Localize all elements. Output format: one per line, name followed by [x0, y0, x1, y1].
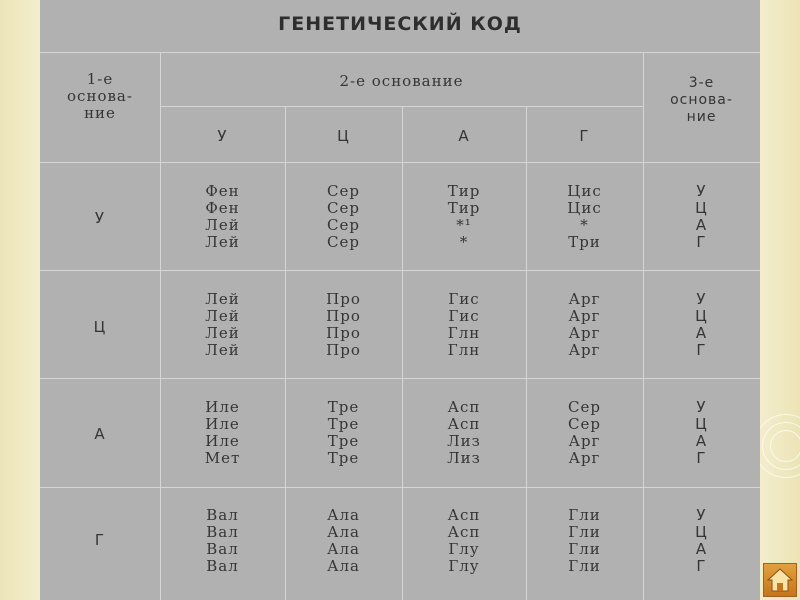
- third-base-cell: У Ц А Г: [695, 506, 708, 575]
- codon-cell: Сер Сер Сер Сер: [327, 182, 360, 251]
- codon-cell: Ала Ала Ала Ала: [327, 506, 360, 575]
- slide-background-left: [0, 0, 40, 600]
- codon-cell: Лей Лей Лей Лей: [205, 290, 240, 359]
- column-header-c: Ц: [337, 127, 350, 145]
- codon-cell: Цис Цис * Три: [567, 182, 602, 251]
- first-base-u: У: [94, 209, 106, 227]
- first-base-g: Г: [94, 531, 106, 549]
- codon-cell: Сер Сер Арг Арг: [568, 398, 601, 467]
- codon-cell: Тре Тре Тре Тре: [327, 398, 360, 467]
- third-base-cell: У Ц А Г: [695, 290, 708, 359]
- genetic-code-table-photo: [40, 0, 760, 600]
- third-base-cell: У Ц А Г: [695, 398, 708, 467]
- codon-cell: Про Про Про Про: [326, 290, 361, 359]
- codon-cell: Асп Асп Лиз Лиз: [447, 398, 481, 467]
- home-icon: [764, 564, 796, 596]
- header-second-base: 2-е основание: [339, 72, 464, 90]
- home-button[interactable]: [763, 563, 797, 597]
- ripple-decoration: [760, 405, 800, 485]
- codon-cell: Гис Гис Глн Глн: [447, 290, 481, 359]
- codon-cell: Вал Вал Вал Вал: [206, 506, 239, 575]
- table-title: ГЕНЕТИЧЕСКИЙ КОД: [278, 13, 522, 35]
- column-header-g: Г: [579, 127, 590, 145]
- codon-cell: Гли Гли Гли Гли: [568, 506, 601, 575]
- column-header-u: У: [217, 127, 228, 145]
- header-third-base: 3-е основа- ние: [670, 75, 733, 125]
- first-base-a: А: [94, 425, 106, 443]
- header-first-base: 1-е основа- ние: [67, 70, 133, 122]
- third-base-cell: У Ц А Г: [695, 182, 708, 251]
- column-header-a: А: [458, 127, 470, 145]
- codon-cell: Тир Тир *¹ *: [447, 182, 481, 251]
- codon-cell: Иле Иле Иле Мет: [204, 398, 241, 467]
- codon-cell: Арг Арг Арг Арг: [568, 290, 601, 359]
- slide-background-right: [760, 0, 800, 600]
- codon-cell: Асп Асп Глу Глу: [447, 506, 481, 575]
- first-base-c: Ц: [93, 318, 107, 336]
- codon-cell: Фен Фен Лей Лей: [205, 182, 240, 251]
